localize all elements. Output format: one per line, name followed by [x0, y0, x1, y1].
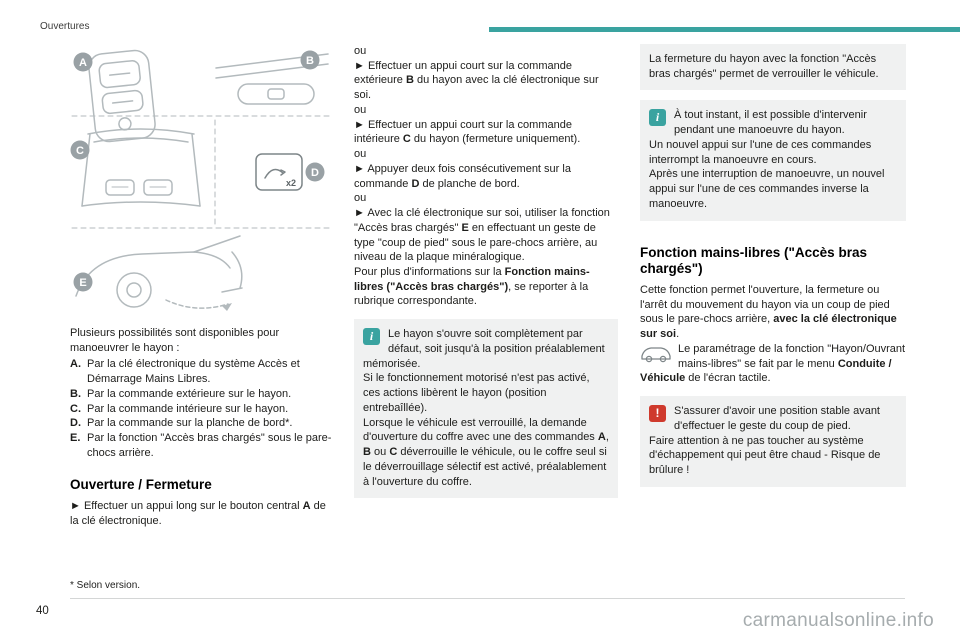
paragraph: S'assurer d'avoir une position stable avant d'effectuer le geste du coup de pied.	[674, 405, 880, 432]
svg-text:A: A	[79, 57, 87, 69]
list-item	[70, 431, 332, 460]
list-item-text: Par la fonction "Accès bras chargés" sous le pare-chocs arrière.	[87, 432, 332, 459]
callout-e	[74, 273, 93, 292]
list-item-label: C.	[70, 402, 81, 415]
list-item	[70, 416, 332, 431]
svg-text:C: C	[76, 145, 84, 157]
x2-button-label: x2	[285, 178, 297, 188]
running-header: Ouvertures	[40, 21, 90, 32]
watermark: carmanualsonline.info	[742, 610, 934, 631]
info-icon: i	[649, 109, 666, 126]
paragraph: ou	[354, 148, 367, 161]
callout-d	[306, 163, 325, 182]
callout-a	[74, 53, 93, 72]
paragraph: ► Effectuer un appui court sur la commande intérieure C du hayon (fermeture uniquement).	[354, 118, 581, 146]
paragraph: ou	[354, 45, 367, 57]
note-box-locking	[640, 44, 906, 90]
list-item-label: D.	[70, 417, 81, 430]
tailgate-controls-illustration	[70, 46, 332, 314]
vehicle-settings-icon	[640, 343, 672, 363]
footer-divider	[70, 598, 905, 599]
paragraph: À tout instant, il est possible d'intervenir pendant une manoeuvre du hayon.	[674, 109, 867, 137]
paragraph: Lorsque le véhicule est verrouillé, la demande d'ouverture du coffre avec une des commandes A, B ou C déverrouille le véhicule, ou le coffre seul si le déverrouillage sélectif est activé, préalablement à l'ouverture du coffre.	[363, 416, 609, 488]
info-icon: i	[363, 328, 380, 345]
list-item	[70, 357, 332, 386]
tailgate-controls-figure	[70, 46, 332, 314]
paragraph-text: Le paramétrage de la fonction "Hayon/Ouvrant mains-libres" se fait par le menu Conduite / Véhicule de l'écran tactile.	[640, 342, 906, 385]
list-item-text: Par la commande extérieure sur le hayon.	[87, 387, 292, 400]
paragraph: ► Appuyer deux fois consécutivement sur la commande D de planche de bord.	[354, 162, 571, 190]
paragraph: ou	[354, 103, 367, 116]
column-middle	[354, 44, 618, 498]
info-box-manoeuvre-interrupt	[640, 100, 906, 220]
list-item-text: Par la commande intérieure sur le hayon.	[87, 402, 289, 415]
paragraph: ou	[354, 192, 367, 205]
list-item-label: B.	[70, 387, 81, 400]
paragraph: Cette fonction permet l'ouverture, la fermeture ou l'arrêt du mouvement du hayon via un coup de pied sous le pare-chocs arrière, avec la clé électronique sur soi.	[640, 283, 897, 341]
list-item-label: A.	[70, 358, 81, 371]
list-item-text: Par la commande sur la planche de bord*.	[87, 417, 293, 430]
paragraph: La fermeture du hayon avec la fonction "Accès bras chargés" permet de verrouiller le véhicule.	[649, 53, 879, 80]
list-item-text: Par la clé électronique du système Accès et Démarrage Mains Libres.	[87, 358, 300, 386]
callout-b	[301, 51, 320, 70]
callout-c	[71, 141, 90, 160]
kick-access-illustration	[76, 236, 242, 311]
paragraph: Un nouvel appui sur l'une de ces commandes interrompt la manoeuvre en cours.	[649, 138, 872, 166]
instruction-paragraphs	[354, 44, 618, 309]
paragraph: ► Effectuer un appui long sur le bouton central A de la clé électronique.	[70, 499, 326, 527]
paragraph: Le hayon s'ouvre soit complètement par défaut, soit jusqu'à la position préalablement mémorisée.	[363, 328, 605, 370]
paragraph: ► Effectuer un appui court sur la commande extérieure B du hayon avec la clé électronique sur soi.	[354, 59, 599, 102]
column-left	[70, 326, 332, 528]
section-heading-ouverture-fermeture: Ouverture / Fermeture	[70, 476, 212, 492]
interior-tailgate-control-illustration	[82, 129, 200, 206]
page-number: 40	[36, 605, 49, 617]
header-accent-bar	[489, 27, 960, 32]
intro-text: Plusieurs possibilités sont disponibles pour manoeuvrer le hayon :	[70, 327, 280, 354]
info-box-tailgate-behaviour	[354, 319, 618, 498]
paragraph: Si le fonctionnement motorisé n'est pas activé, ces actions libèrent le hayon (position entrebaîllée).	[363, 372, 590, 414]
warning-box-kick-gesture	[640, 396, 906, 487]
list-item	[70, 387, 332, 402]
section-heading-hands-free: Fonction mains-libres ("Accès bras chargés")	[640, 244, 867, 276]
footnote: * Selon version.	[70, 580, 141, 591]
column-right	[640, 44, 906, 487]
svg-text:B: B	[306, 55, 314, 67]
paragraph: ► Avec la clé électronique sur soi, utiliser la fonction "Accès bras chargés" E en effectuant un geste de type "coup de pied" sous le pare-chocs arrière, au niveau de la plaque minéralogique.	[354, 207, 610, 264]
tailgate-options-list	[70, 357, 332, 460]
svg-text:E: E	[79, 277, 87, 289]
list-item-label: E.	[70, 432, 81, 445]
svg-text:D: D	[311, 167, 319, 179]
paragraph: Faire attention à ne pas toucher au système d'échappement qui peut être chaud - Risque de brûlure !	[649, 434, 881, 477]
list-item	[70, 402, 332, 417]
paragraph: Après une interruption de manoeuvre, un nouvel appui sur l'une de ces commandes inverse la manoeuvre.	[649, 168, 885, 210]
paragraph: Pour plus d'informations sur la Fonction mains-libres ("Accès bras chargés"), se reporter à la rubrique correspondante.	[354, 266, 590, 308]
paragraph-with-car-icon	[640, 342, 906, 386]
warning-icon: !	[649, 405, 666, 422]
